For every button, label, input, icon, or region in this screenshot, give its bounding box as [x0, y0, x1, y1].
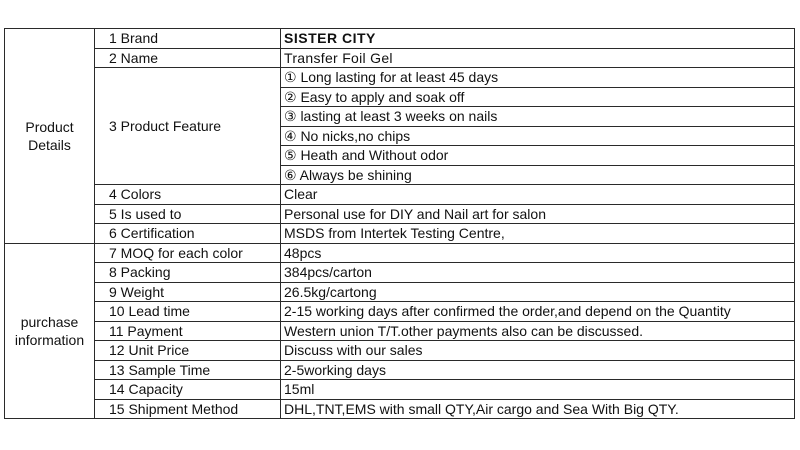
row-value-weight: 26.5kg/cartong — [281, 282, 795, 302]
feature-item: ① Long lasting for at least 45 days — [281, 68, 795, 88]
section-product-details: Product Details — [5, 29, 95, 244]
row-value-packing: 384pcs/carton — [281, 263, 795, 283]
row-value-used-to: Personal use for DIY and Nail art for salon — [281, 204, 795, 224]
product-spec-table — [4, 28, 795, 419]
row-value-shipment-method: DHL,TNT,EMS with small QTY,Air cargo and Sea With Big QTY. — [281, 399, 795, 419]
row-label-capacity: 14 Capacity — [95, 380, 281, 400]
feature-item: ⑥ Always be shining — [281, 165, 795, 185]
row-label-lead-time: 10 Lead time — [95, 302, 281, 322]
table-row — [5, 282, 795, 302]
row-value-sample-time: 2-5working days — [281, 360, 795, 380]
row-label-sample-time: 13 Sample Time — [95, 360, 281, 380]
row-label-weight: 9 Weight — [95, 282, 281, 302]
table-row — [5, 185, 795, 205]
feature-item: ⑤ Heath and Without odor — [281, 146, 795, 166]
row-label-name: 2 Name — [95, 48, 281, 68]
row-label-certification: 6 Certification — [95, 224, 281, 244]
row-value-moq: 48pcs — [281, 243, 795, 263]
row-label-used-to: 5 Is used to — [95, 204, 281, 224]
feature-item: ③ lasting at least 3 weeks on nails — [281, 107, 795, 127]
table-row — [5, 321, 795, 341]
row-value-capacity: 15ml — [281, 380, 795, 400]
row-label-packing: 8 Packing — [95, 263, 281, 283]
section-purchase-information: purchase information — [5, 243, 95, 419]
table-row — [5, 68, 795, 88]
feature-item: ② Easy to apply and soak off — [281, 87, 795, 107]
table-row — [5, 204, 795, 224]
row-value-brand: SISTER CITY — [281, 29, 795, 49]
table-row — [5, 380, 795, 400]
row-label-brand: 1 Brand — [95, 29, 281, 49]
table-row — [5, 399, 795, 419]
row-value-lead-time: 2-15 working days after confirmed the order,and depend on the Quantity — [281, 302, 795, 322]
table-row — [5, 302, 795, 322]
table-row — [5, 263, 795, 283]
row-value-payment: Western union T/T.other payments also can be discussed. — [281, 321, 795, 341]
row-label-colors: 4 Colors — [95, 185, 281, 205]
table-row — [5, 243, 795, 263]
table-row — [5, 341, 795, 361]
table-row — [5, 360, 795, 380]
row-value-name: Transfer Foil Gel — [281, 48, 795, 68]
row-value-colors: Clear — [281, 185, 795, 205]
row-label-unit-price: 12 Unit Price — [95, 341, 281, 361]
feature-item: ④ No nicks,no chips — [281, 126, 795, 146]
row-label-shipment-method: 15 Shipment Method — [95, 399, 281, 419]
row-label-payment: 11 Payment — [95, 321, 281, 341]
table-row — [5, 224, 795, 244]
table-row — [5, 48, 795, 68]
row-label-product-feature: 3 Product Feature — [95, 68, 281, 185]
row-label-moq: 7 MOQ for each color — [95, 243, 281, 263]
row-value-certification: MSDS from Intertek Testing Centre, — [281, 224, 795, 244]
row-value-unit-price: Discuss with our sales — [281, 341, 795, 361]
table-row — [5, 29, 795, 49]
